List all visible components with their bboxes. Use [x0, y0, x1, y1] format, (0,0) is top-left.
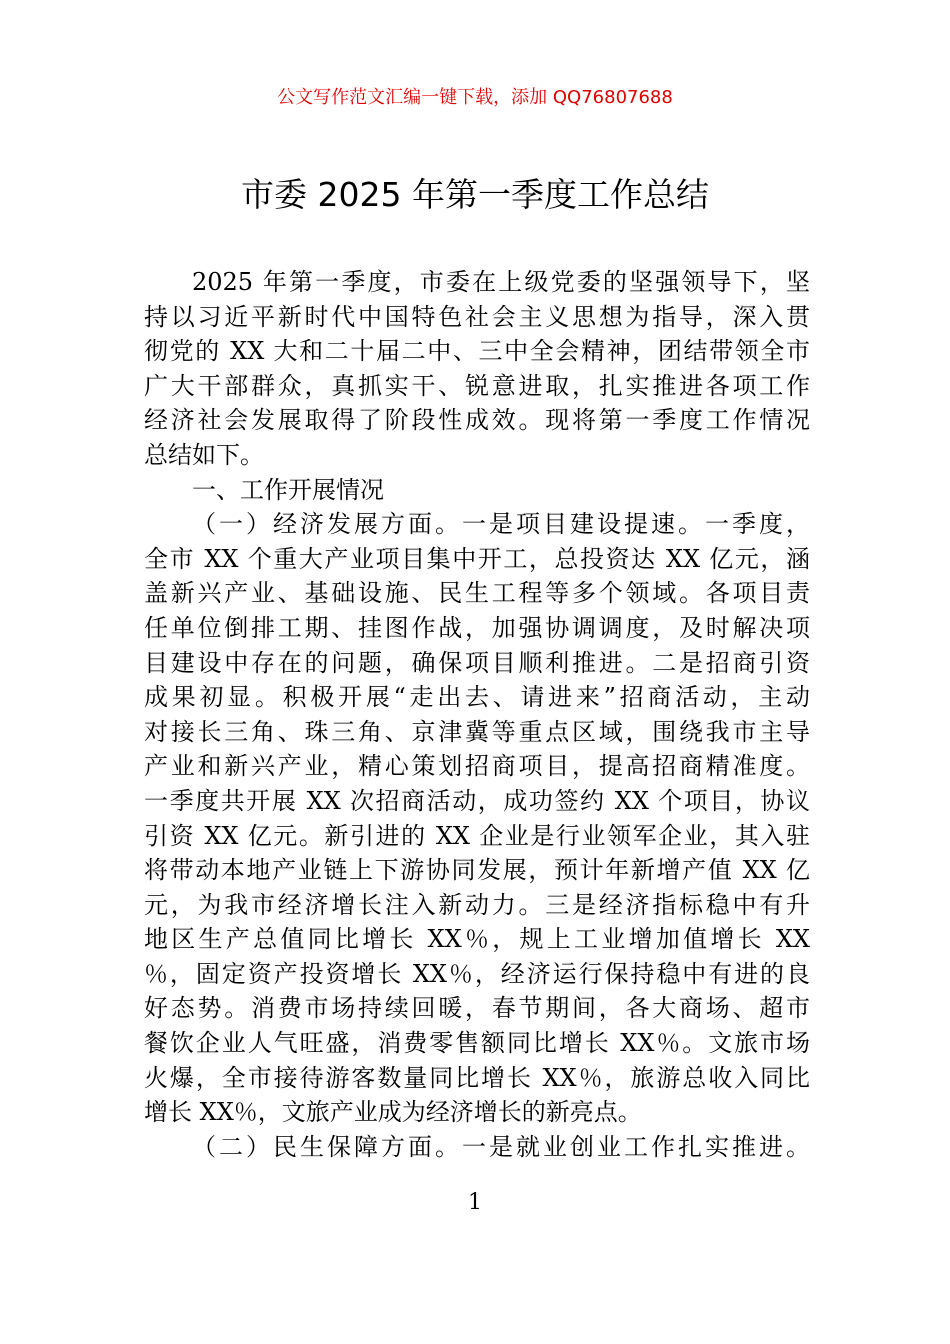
- paragraph-line: （二）民生保障方面。一是就业创业工作扎实推进。: [192, 1132, 810, 1161]
- paragraph-line: 经济社会发展取得了阶段性成效。现将第一季度工作情况: [144, 406, 810, 435]
- paragraph-line: 将带动本地产业链上下游协同发展，预计年新增产值 XX 亿: [144, 856, 810, 885]
- paragraph-line: 引资 XX 亿元。新引进的 XX 企业是行业领军企业，其入驻: [144, 821, 810, 850]
- paragraph-line: 元，为我市经济增长注入新动力。三是经济指标稳中有升: [144, 890, 810, 919]
- paragraph-line: 彻党的 XX 大和二十届二中、三中全会精神，团结带领全市: [144, 337, 810, 366]
- paragraph-line: 盖新兴产业、基础设施、民生工程等多个领域。各项目责: [144, 579, 810, 608]
- paragraph-line: 一季度共开展 XX 次招商活动，成功签约 XX 个项目，协议: [144, 786, 810, 815]
- paragraph-line: 广大干部群众，真抓实干、锐意进取，扎实推进各项工作: [144, 371, 810, 400]
- paragraph-line: 总结如下。: [144, 440, 264, 469]
- paragraph-line: 任单位倒排工期、挂图作战，加强协调调度，及时解决项: [144, 613, 810, 642]
- paragraph-line: 好态势。消费市场持续回暖，春节期间，各大商场、超市: [144, 994, 810, 1023]
- download-notice: 公文写作范文汇编一键下载，添加 QQ76807688: [277, 87, 673, 108]
- paragraph-line: 2025 年第一季度，市委在上级党委的坚强领导下，坚: [192, 268, 810, 296]
- document-title: 市委 2025 年第一季度工作总结: [241, 175, 709, 214]
- paragraph-line: 对接长三角、珠三角、京津冀等重点区域，围绕我市主导: [144, 717, 810, 746]
- document-body: [144, 265, 810, 1164]
- paragraph-line: 餐饮企业人气旺盛，消费零售额同比增长 XX％。文旅市场: [144, 1029, 810, 1058]
- paragraph-line: 全市 XX 个重大产业项目集中开工，总投资达 XX 亿元，涵: [144, 544, 810, 573]
- paragraph-line: ％，固定资产投资增长 XX％，经济运行保持稳中有进的良: [144, 959, 810, 988]
- paragraph-line: 火爆，全市接待游客数量同比增长 XX％，旅游总收入同比: [144, 1063, 810, 1092]
- paragraph-line: 增长 XX％，文旅产业成为经济增长的新亮点。: [144, 1098, 642, 1127]
- paragraph-line: 成果初显。积极开展“走出去、请进来”招商活动，主动: [144, 683, 810, 712]
- paragraph-line: 地区生产总值同比增长 XX％，规上工业增加值增长 XX: [144, 925, 810, 954]
- paragraph-line: 目建设中存在的问题，确保项目顺利推进。二是招商引资: [144, 648, 810, 677]
- paragraph-line: 持以习近平新时代中国特色社会主义思想为指导，深入贯: [144, 302, 810, 331]
- page-number: 1: [468, 1190, 482, 1215]
- paragraph-line: 产业和新兴产业，精心策划招商项目，提高招商精准度。: [144, 752, 810, 781]
- section-heading: 一、工作开展情况: [192, 475, 384, 504]
- paragraph-line: （一）经济发展方面。一是项目建设提速。一季度，: [192, 510, 810, 539]
